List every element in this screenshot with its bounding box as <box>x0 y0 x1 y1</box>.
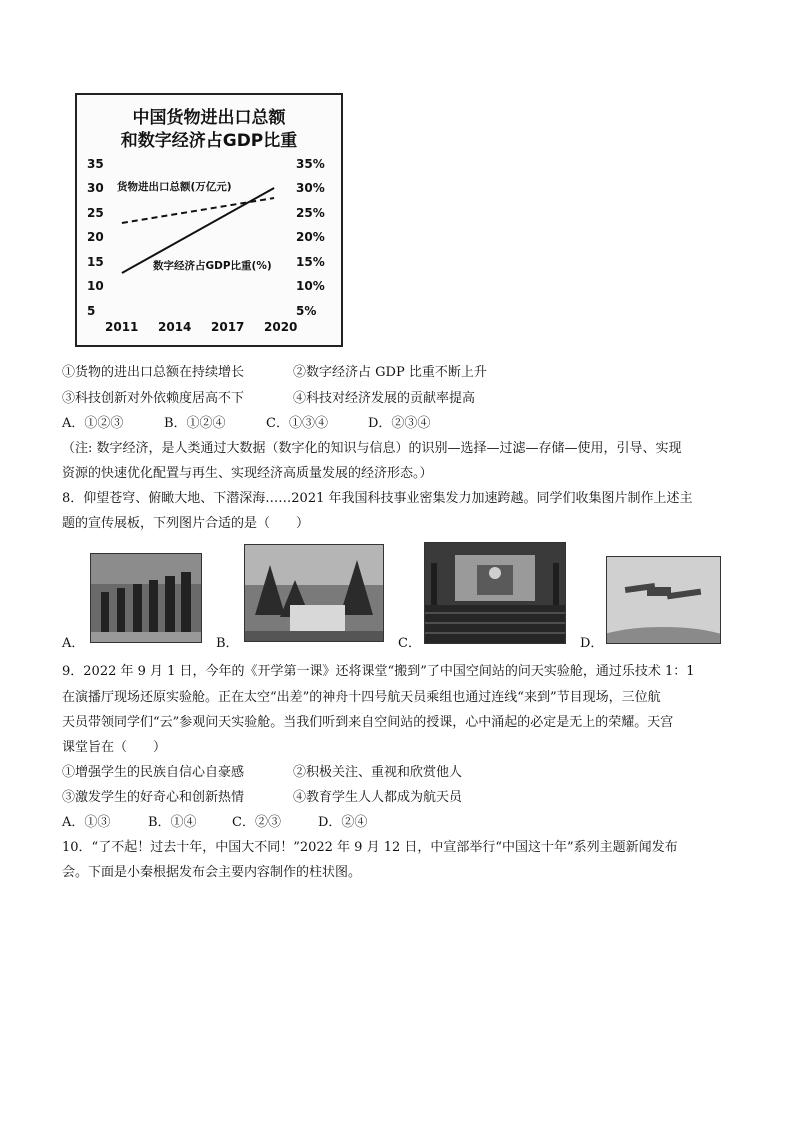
left-tick: 25 <box>87 206 104 220</box>
q10-stem-line2: 会。下面是小秦根据发布会主要内容制作的柱状图。 <box>62 865 362 880</box>
series2-label: 数字经济占GDP比重(%) <box>153 260 272 272</box>
q9-option-a[interactable]: A．①③ <box>62 815 111 830</box>
right-tick: 35% <box>296 157 325 171</box>
q7-statement-2: ②数字经济占 GDP 比重不断上升 <box>293 365 487 380</box>
q8-image-b-monument[interactable] <box>244 544 384 642</box>
x-tick: 2014 <box>158 320 192 334</box>
q7-statement-4: ④科技对经济发展的贡献率提高 <box>293 391 476 406</box>
q7-statement-1: ①货物的进出口总额在持续增长 <box>62 365 245 380</box>
series1-label: 货物进出口总额(万亿元) <box>117 181 232 193</box>
q7-note-line2: 资源的快速优化配置与再生、实现经济高质量发展的经济形态。） <box>62 466 433 481</box>
q7-option-b[interactable]: B．①②④ <box>164 416 226 431</box>
q8-label-d[interactable]: D． <box>580 636 604 651</box>
x-tick: 2011 <box>105 320 139 334</box>
chart-figure <box>75 93 343 347</box>
q9-statement-4: ④教育学生人人都成为航天员 <box>293 790 463 805</box>
chart-title-line1: 中国货物进出口总额 <box>132 108 286 128</box>
q9-stem-line2: 在演播厅现场还原实验舱。正在太空“出差”的神舟十四号航天员乘组也通过连线“来到”节目现场，三位航 <box>62 690 661 705</box>
q9-option-c[interactable]: C．②③ <box>232 815 281 830</box>
q7-option-a[interactable]: A．①②③ <box>62 416 124 431</box>
x-tick: 2020 <box>264 320 298 334</box>
right-tick: 15% <box>296 255 325 269</box>
q8-image-c-hall[interactable] <box>424 542 566 644</box>
q8-label-c[interactable]: C． <box>398 636 421 651</box>
q8-stem-line1: 8．仰望苍穹、俯瞰大地、下潜深海……2021 年我国科技事业密集发力加速跨越。同学们收集图片制作上述主 <box>62 491 693 506</box>
q9-stem-line3: 天员带领同学们“云”参观问天实验舱。当我们听到来自空间站的授课，心中涌起的必定是无上的荣耀。天宫 <box>62 715 674 730</box>
q9-statement-1: ①增强学生的民族自信心自豪感 <box>62 765 245 780</box>
left-tick: 35 <box>87 157 104 171</box>
left-tick: 10 <box>87 279 104 293</box>
x-tick: 2017 <box>211 320 245 334</box>
left-tick: 5 <box>87 304 96 318</box>
q9-statement-2: ②积极关注、重视和欣赏他人 <box>293 765 463 780</box>
q9-option-b[interactable]: B．①④ <box>148 815 197 830</box>
right-tick: 25% <box>296 206 325 220</box>
q8-image-d-space-station[interactable] <box>606 556 721 644</box>
q10-stem-line1: 10．“了不起！过去十年，中国大不同！”2022 年 9 月 12 日，中宣部举行“中国这十年”系列主题新闻发布 <box>62 840 678 855</box>
q7-note-line1: （注: 数字经济，是人类通过大数据（数字化的知识与信息）的识别—选择—过滤—存储—使用，引导、实现 <box>62 441 682 456</box>
right-tick: 10% <box>296 279 325 293</box>
right-tick: 30% <box>296 181 325 195</box>
q9-stem-line1: 9．2022 年 9 月 1 日，今年的《开学第一课》还将课堂“搬到”了中国空间站的问天实验舱，通过乐技术 1：1 <box>62 664 695 679</box>
left-tick: 20 <box>87 230 104 244</box>
chart-title-line2: 和数字经济占GDP比重 <box>120 131 298 151</box>
q7-option-c[interactable]: C．①③④ <box>266 416 328 431</box>
q8-image-a-soldiers[interactable] <box>90 553 202 643</box>
chart-plot-area <box>77 95 341 345</box>
q7-statement-3: ③科技创新对外依赖度居高不下 <box>62 391 245 406</box>
right-tick: 20% <box>296 230 325 244</box>
q8-label-b[interactable]: B． <box>216 636 239 651</box>
q8-label-a[interactable]: A． <box>62 636 85 651</box>
q7-option-d[interactable]: D．②③④ <box>368 416 431 431</box>
left-tick: 30 <box>87 181 104 195</box>
q8-stem-line2: 题的宣传展板，下列图片合适的是（ ） <box>62 516 310 531</box>
q9-stem-line4: 课堂旨在（ ） <box>62 740 167 755</box>
q9-statement-3: ③激发学生的好奇心和创新热情 <box>62 790 245 805</box>
left-tick: 15 <box>87 255 104 269</box>
q9-option-d[interactable]: D．②④ <box>318 815 368 830</box>
right-tick: 5% <box>296 304 317 318</box>
